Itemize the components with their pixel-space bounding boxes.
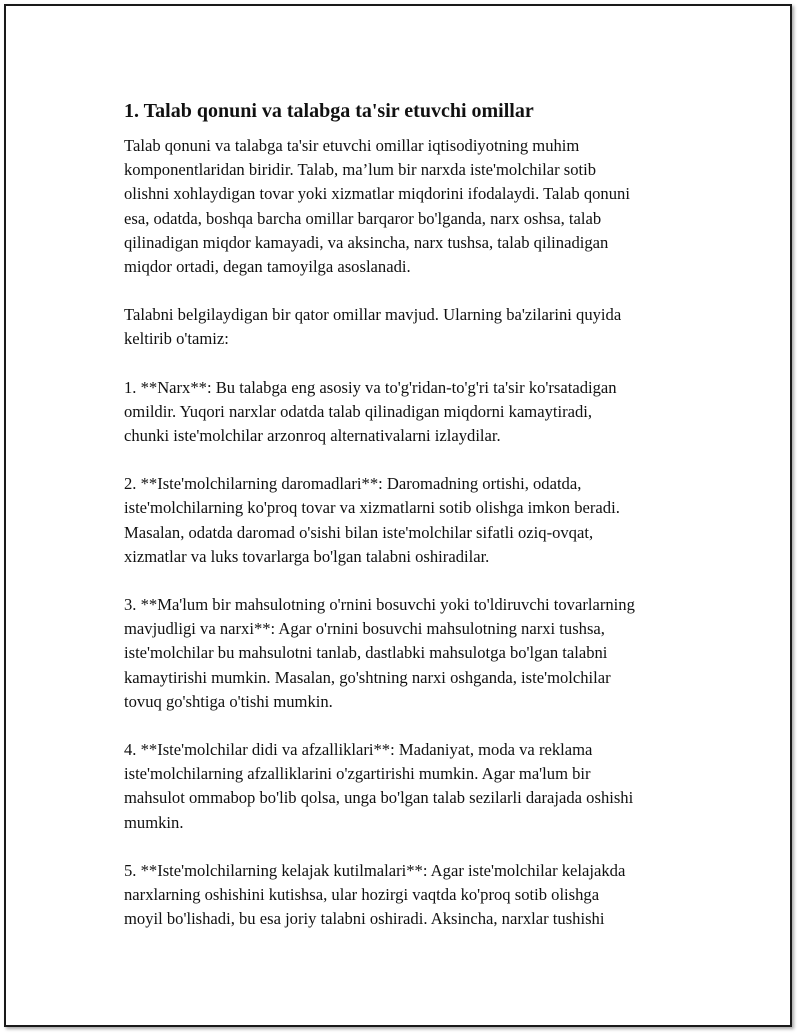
section-heading: 1. Talab qonuni va talabga ta'sir etuvchi omillar — [124, 100, 534, 122]
document-body — [124, 98, 704, 955]
factor-expectations-paragraph: 5. **Iste'molchilarning kelajak kutilmalari**: Agar iste'molchilar kelajakda narxlarning oshishini kutishsa, ular hozirgi vaqtda ko'proq sotib olishga moyil bo'lishadi, bu esa joriy talabni oshiradi. Aksincha, narxlar tushishi — [124, 860, 626, 929]
factor-income-paragraph: 2. **Iste'molchilarning daromadlari**: Daromadning ortishi, odatda, iste'molchilarning ko'proq tovar va xizmatlarni sotib olishga imkon beradi. Masalan, odatda daromad o'sishi bilan iste'molchilar sifatli oziq-ovqat, xizmatlar va luks tovarlarga bo'lgan talabni oshiradilar. — [124, 474, 620, 566]
factors-intro-paragraph: Talabni belgilaydigan bir qator omillar mavjud. Ularning ba'zilarini quyida keltirib o'tamiz: — [124, 305, 622, 349]
factor-substitutes-paragraph: 3. **Ma'lum bir mahsulotning o'rnini bosuvchi yoki to'ldiruvchi tovarlarning mavjudligi va narxi**: Agar o'rnini bosuvchi mahsulotning narxi tushsa, iste'molchilar bu mahsulotni tanlab, dastlabki mahsulotga bo'lgan talabni kamaytirishi mumkin. Masalan, go'shtning narxi oshganda, iste'molchilar tovuq go'shtiga o'tishi mumkin. — [124, 595, 635, 711]
intro-paragraph: Talab qonuni va talabga ta'sir etuvchi omillar iqtisodiyotning muhim komponentlaridan biridir. Talab, ma’lum bir narxda iste'molchilar sotib olishni xohlaydigan tovar yoki xizmatlar miqdorini ifodalaydi. Talab qonuni esa, odatda, boshqa barcha omillar barqaror bo'lganda, narx oshsa, talab qilinadigan miqdor kamayadi, va aksincha, narx tushsa, talab qilinadigan miqdor ortadi, degan tamoyilga asoslanadi. — [124, 136, 630, 277]
document-page — [4, 4, 792, 1027]
factor-price-paragraph: 1. **Narx**: Bu talabga eng asosiy va to'g'ridan-to'g'ri ta'sir ko'rsatadigan omildir. Yuqori narxlar odatda talab qilinadigan miqdorni kamaytiradi, chunki iste'molchilar arzonroq alternativalarni izlaydilar. — [124, 377, 617, 446]
factor-tastes-paragraph: 4. **Iste'molchilar didi va afzalliklari**: Madaniyat, moda va reklama iste'molchilarning afzalliklarini o'zgartirishi mumkin. Agar ma'lum bir mahsulot ommabop bo'lib qolsa, unga bo'lgan talab sezilarli darajada oshishi mumkin. — [124, 740, 634, 832]
